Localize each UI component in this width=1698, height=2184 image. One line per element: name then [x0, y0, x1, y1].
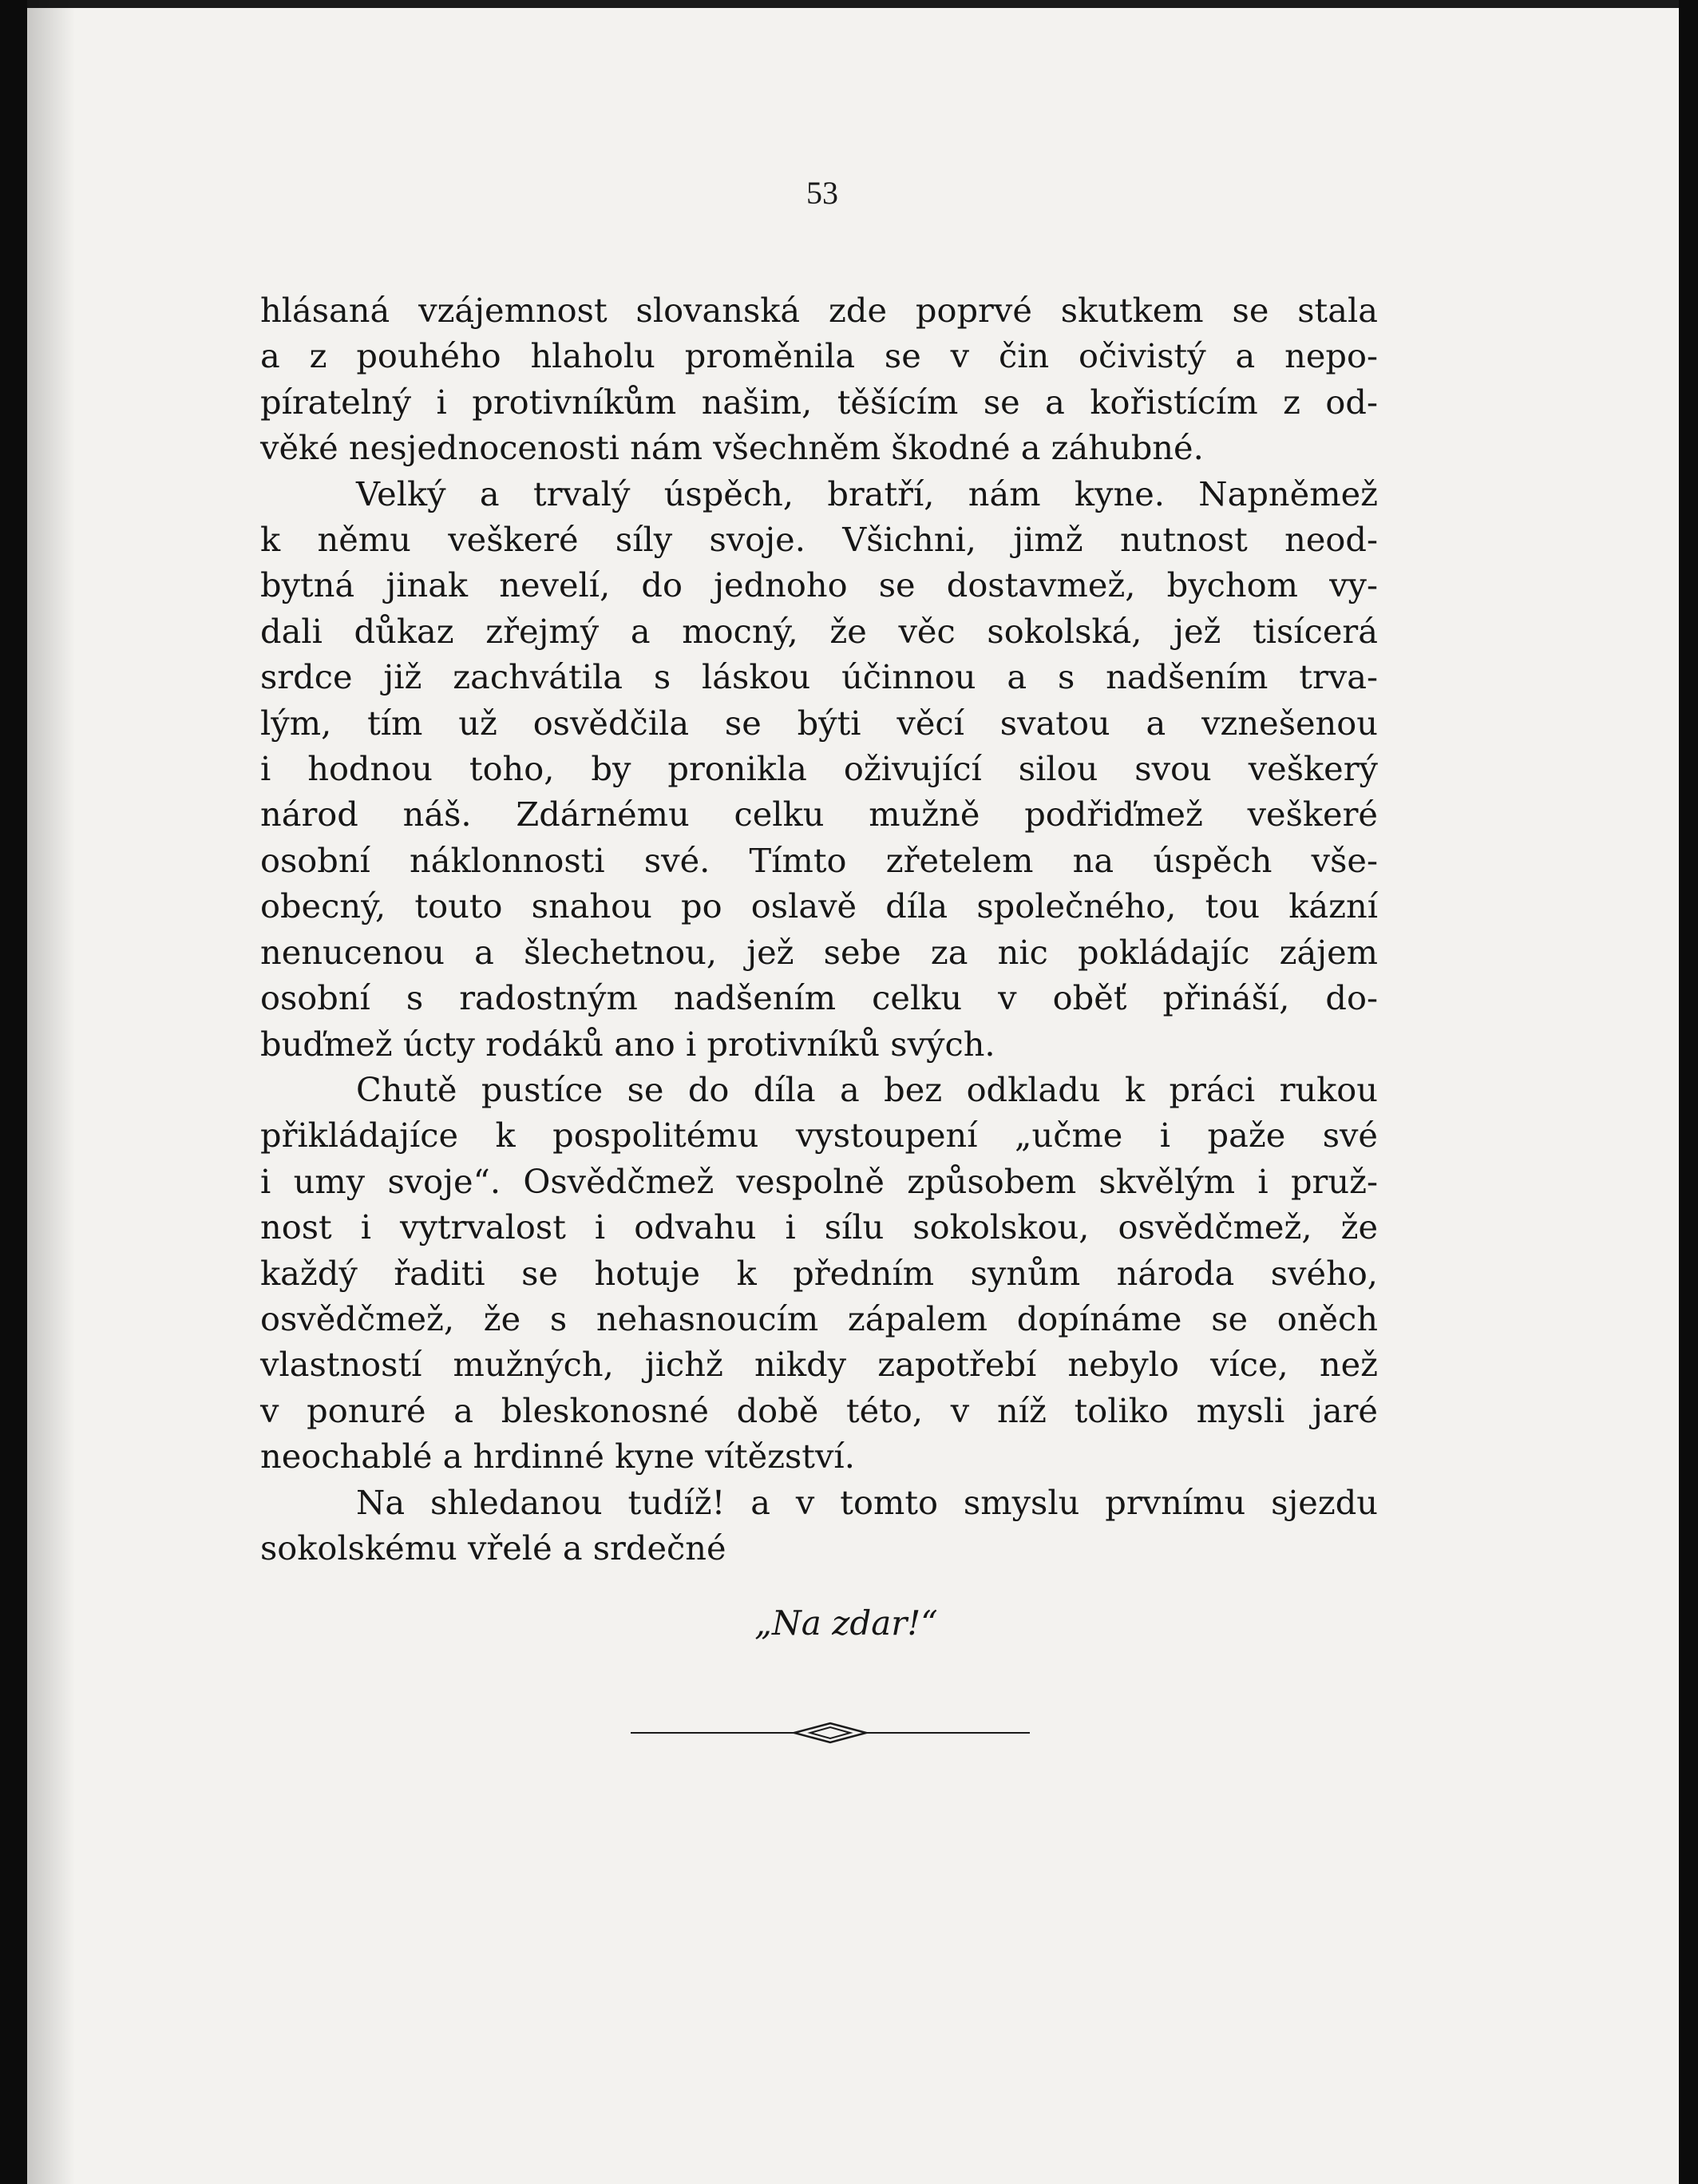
page-number: 53	[806, 175, 838, 211]
scan-border-right	[1679, 0, 1698, 2184]
text-line: píratelný i protivníkům našim, těšícím se a kořistícím z od-	[260, 382, 1378, 422]
text-line: dali důkaz zřejmý a mocný, že věc sokolská, jež tisícerá	[260, 611, 1378, 651]
text-line: i umy svoje“. Osvědčmež vespolně způsobem skvělým i pruž-	[260, 1161, 1378, 1201]
salutation: „Na zdar!“	[754, 1603, 938, 1643]
text-line: Velký a trvalý úspěch, bratří, nám kyne. Napněmež	[356, 474, 1378, 513]
text-line: Chutě pustíce se do díla a bez odkladu k práci rukou	[356, 1069, 1378, 1109]
text-line: srdce již zachvátila s láskou účinnou a s nadšením trva-	[260, 657, 1378, 697]
scan-border-top	[0, 0, 1698, 8]
text-line: buďmež úcty rodáků ano i protivníků svých.	[260, 1024, 995, 1064]
text-line: vlastností mužných, jichž nikdy zapotřebí nebylo více, než	[260, 1345, 1378, 1385]
text-line: národ náš. Zdárnému celku mužně podřiďmež veškeré	[260, 795, 1378, 834]
ornament-divider-icon	[631, 1717, 1030, 1749]
text-line: a z pouhého hlaholu proměnila se v čin očivistý a nepo-	[260, 336, 1378, 376]
text-line: věké nesjednocenosti nám všechněm škodné a záhubné.	[260, 428, 1204, 468]
text-line: osobní náklonnosti své. Tímto zřetelem na úspěch vše-	[260, 840, 1378, 880]
text-line: nost i vytrvalost i odvahu i sílu sokolskou, osvědčmež, že	[260, 1207, 1378, 1247]
scan-border-left	[0, 0, 27, 2184]
text-line: Na shledanou tudíž! a v tomto smyslu prvnímu sjezdu	[356, 1482, 1378, 1522]
text-line: k němu veškeré síly svoje. Všichni, jimž nutnost neod-	[260, 520, 1378, 560]
text-line: obecný, touto snahou po oslavě díla společného, tou kázní	[260, 886, 1378, 926]
text-line: i hodnou toho, by pronikla oživující silou svou veškerý	[260, 749, 1378, 789]
text-line: nenucenou a šlechetnou, jež sebe za nic pokládajíc zájem	[260, 932, 1378, 972]
binding-shadow	[27, 0, 75, 2184]
text-line: osobní s radostným nadšením celku v oběť přináší, do-	[260, 978, 1378, 1018]
text-line: každý řaditi se hotuje k předním synům národa svého,	[260, 1253, 1378, 1293]
text-line: lým, tím už osvědčila se býti věcí svatou a vznešenou	[260, 703, 1378, 743]
text-line: osvědčmež, že s nehasnoucím zápalem dopínáme se oněch	[260, 1298, 1378, 1338]
text-line: hlásaná vzájemnost slovanská zde poprvé skutkem se stala	[260, 291, 1378, 330]
text-line: bytná jinak nevelí, do jednoho se dostavmež, bychom vy-	[260, 565, 1378, 605]
text-line: v ponuré a bleskonosné době této, v níž toliko mysli jaré	[260, 1390, 1378, 1430]
text-line: přikládajíce k pospolitému vystoupení „učme i paže své	[260, 1116, 1378, 1155]
text-line: sokolskému vřelé a srdečné	[260, 1528, 726, 1568]
text-line: neochablé a hrdinné kyne vítězství.	[260, 1437, 855, 1476]
body-text	[260, 287, 1378, 1571]
